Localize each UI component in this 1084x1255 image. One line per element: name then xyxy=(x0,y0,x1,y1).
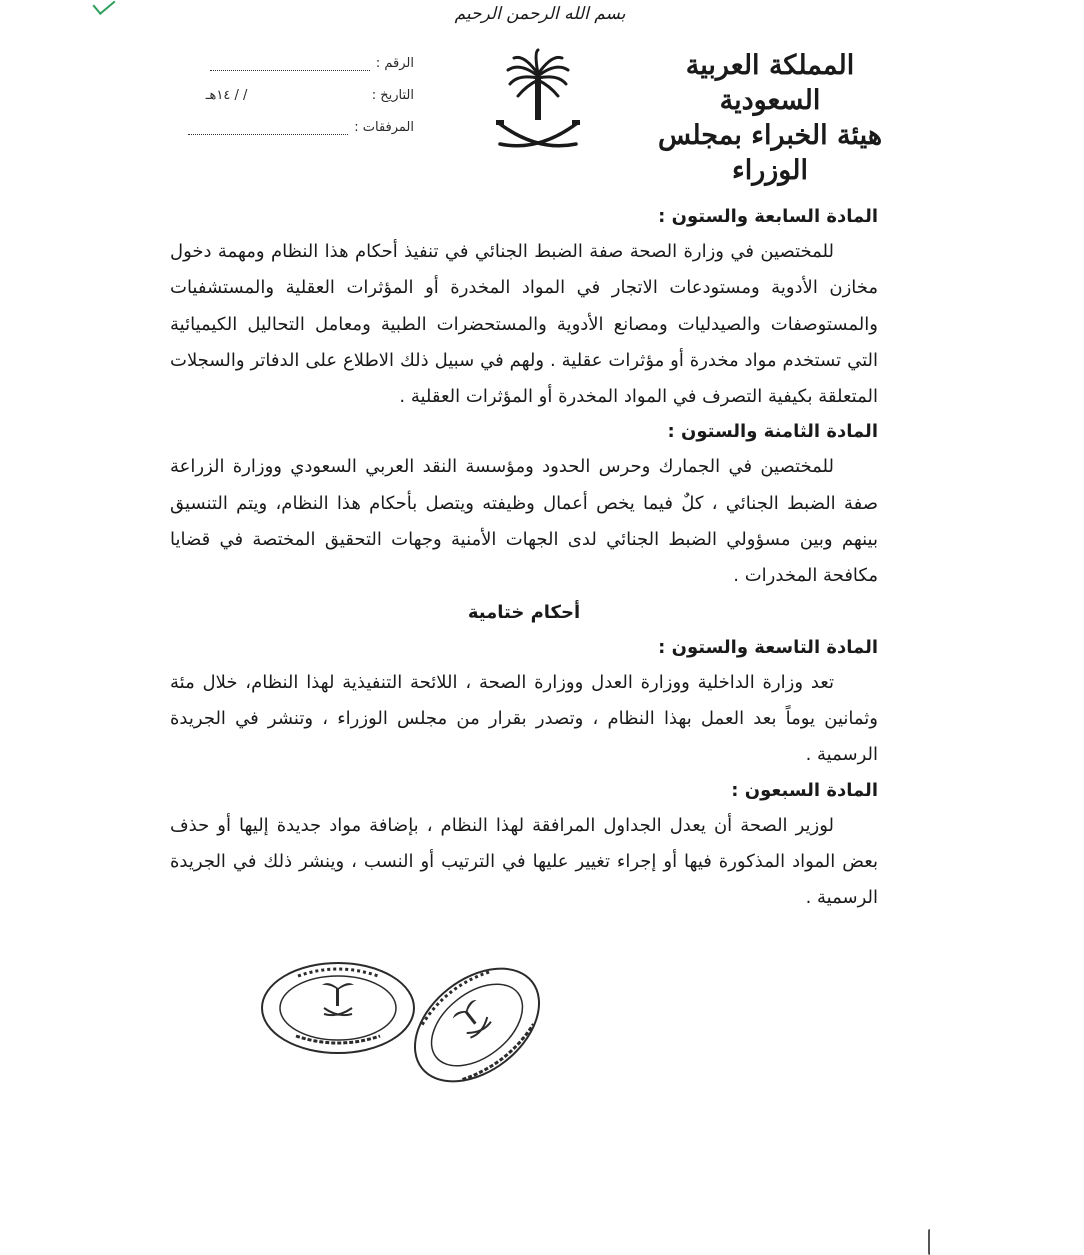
kingdom-name: المملكة العربية السعودية xyxy=(685,50,855,117)
number-label: الرقم : xyxy=(375,56,414,71)
section-heading: أحكام ختامية xyxy=(467,601,581,623)
official-stamp-icon xyxy=(402,965,552,1085)
article-text: للمختصين في وزارة الصحة صفة الضبط الجنائي في تنفيذ أحكام هذا النظام ومهمة دخول مخازن الأدوية ومستودعات الاتجار في المواد المخدرة أو المؤثرات العقلية والمستشفيات والمستوصفات والصيدليات ومصانع الأدوية والمستحضرات الطبية ومعامل التحاليل الكيميائية التي تستخدم مواد مخدرة أو مؤثرات عقلية . ولهم في سبيل ذلك الاطلاع على الدفاتر والسجلات المتعلقة بكيفية التصرف في المواد المخدرة أو المؤثرات العقلية . xyxy=(170,241,878,408)
check-mark-icon xyxy=(92,0,115,15)
palm-swords-emblem-icon xyxy=(488,48,588,163)
number-line xyxy=(210,56,370,71)
page-edge-mark xyxy=(928,1229,934,1255)
date-value: / / ١٤هـ xyxy=(205,88,248,103)
article-title: المادة التاسعة والستون : xyxy=(658,636,878,658)
letterhead-title xyxy=(640,48,900,188)
attachments-field xyxy=(184,120,414,135)
official-stamp-icon xyxy=(258,958,418,1058)
article-text: لوزير الصحة أن يعدل الجداول المرافقة لهذا النظام ، بإضافة مواد جديدة إليها أو حذف بعض المواد المذكورة فيها أو إجراء تغيير عليها في الترتيب أو النسب ، وينشر ذلك في الجريدة الرسمية . xyxy=(170,814,878,909)
article-text: للمختصين في الجمارك وحرس الحدود ومؤسسة النقد العربي السعودي ووزارة الزراعة صفة الضبط الجنائي ، كلٌ فيما يخص أعمال وظيفته ويتصل بأحكام هذا النظام، ويتم التنسيق بينهم وبين مسؤولي الضبط الجنائي لدى الجهات الأمنية وجهات التحقيق المختصة في قضايا مكافحة المخدرات . xyxy=(170,456,878,587)
attachments-line xyxy=(188,120,348,135)
document-body xyxy=(170,200,878,916)
date-field xyxy=(184,88,414,103)
article-text: تعد وزارة الداخلية ووزارة العدل ووزارة الصحة ، اللائحة التنفيذية لهذا النظام، خلال مئة وثمانين يوماً بعد العمل بهذا النظام ، وتصدر بقرار من مجلس الوزراء ، وتنشر في الجريدة الرسمية . xyxy=(170,671,878,766)
article-title: المادة السبعون : xyxy=(731,779,878,801)
authority-name: هيئة الخبراء بمجلس الوزراء xyxy=(657,120,883,187)
number-field xyxy=(184,56,414,71)
article-title: المادة الثامنة والستون : xyxy=(667,421,878,443)
date-label: التاريخ : xyxy=(371,88,414,103)
attachments-label: المرفقات : xyxy=(354,120,414,135)
article-title: المادة السابعة والستون : xyxy=(658,206,878,227)
basmala: بسم الله الرحمن الرحيم xyxy=(454,4,626,24)
